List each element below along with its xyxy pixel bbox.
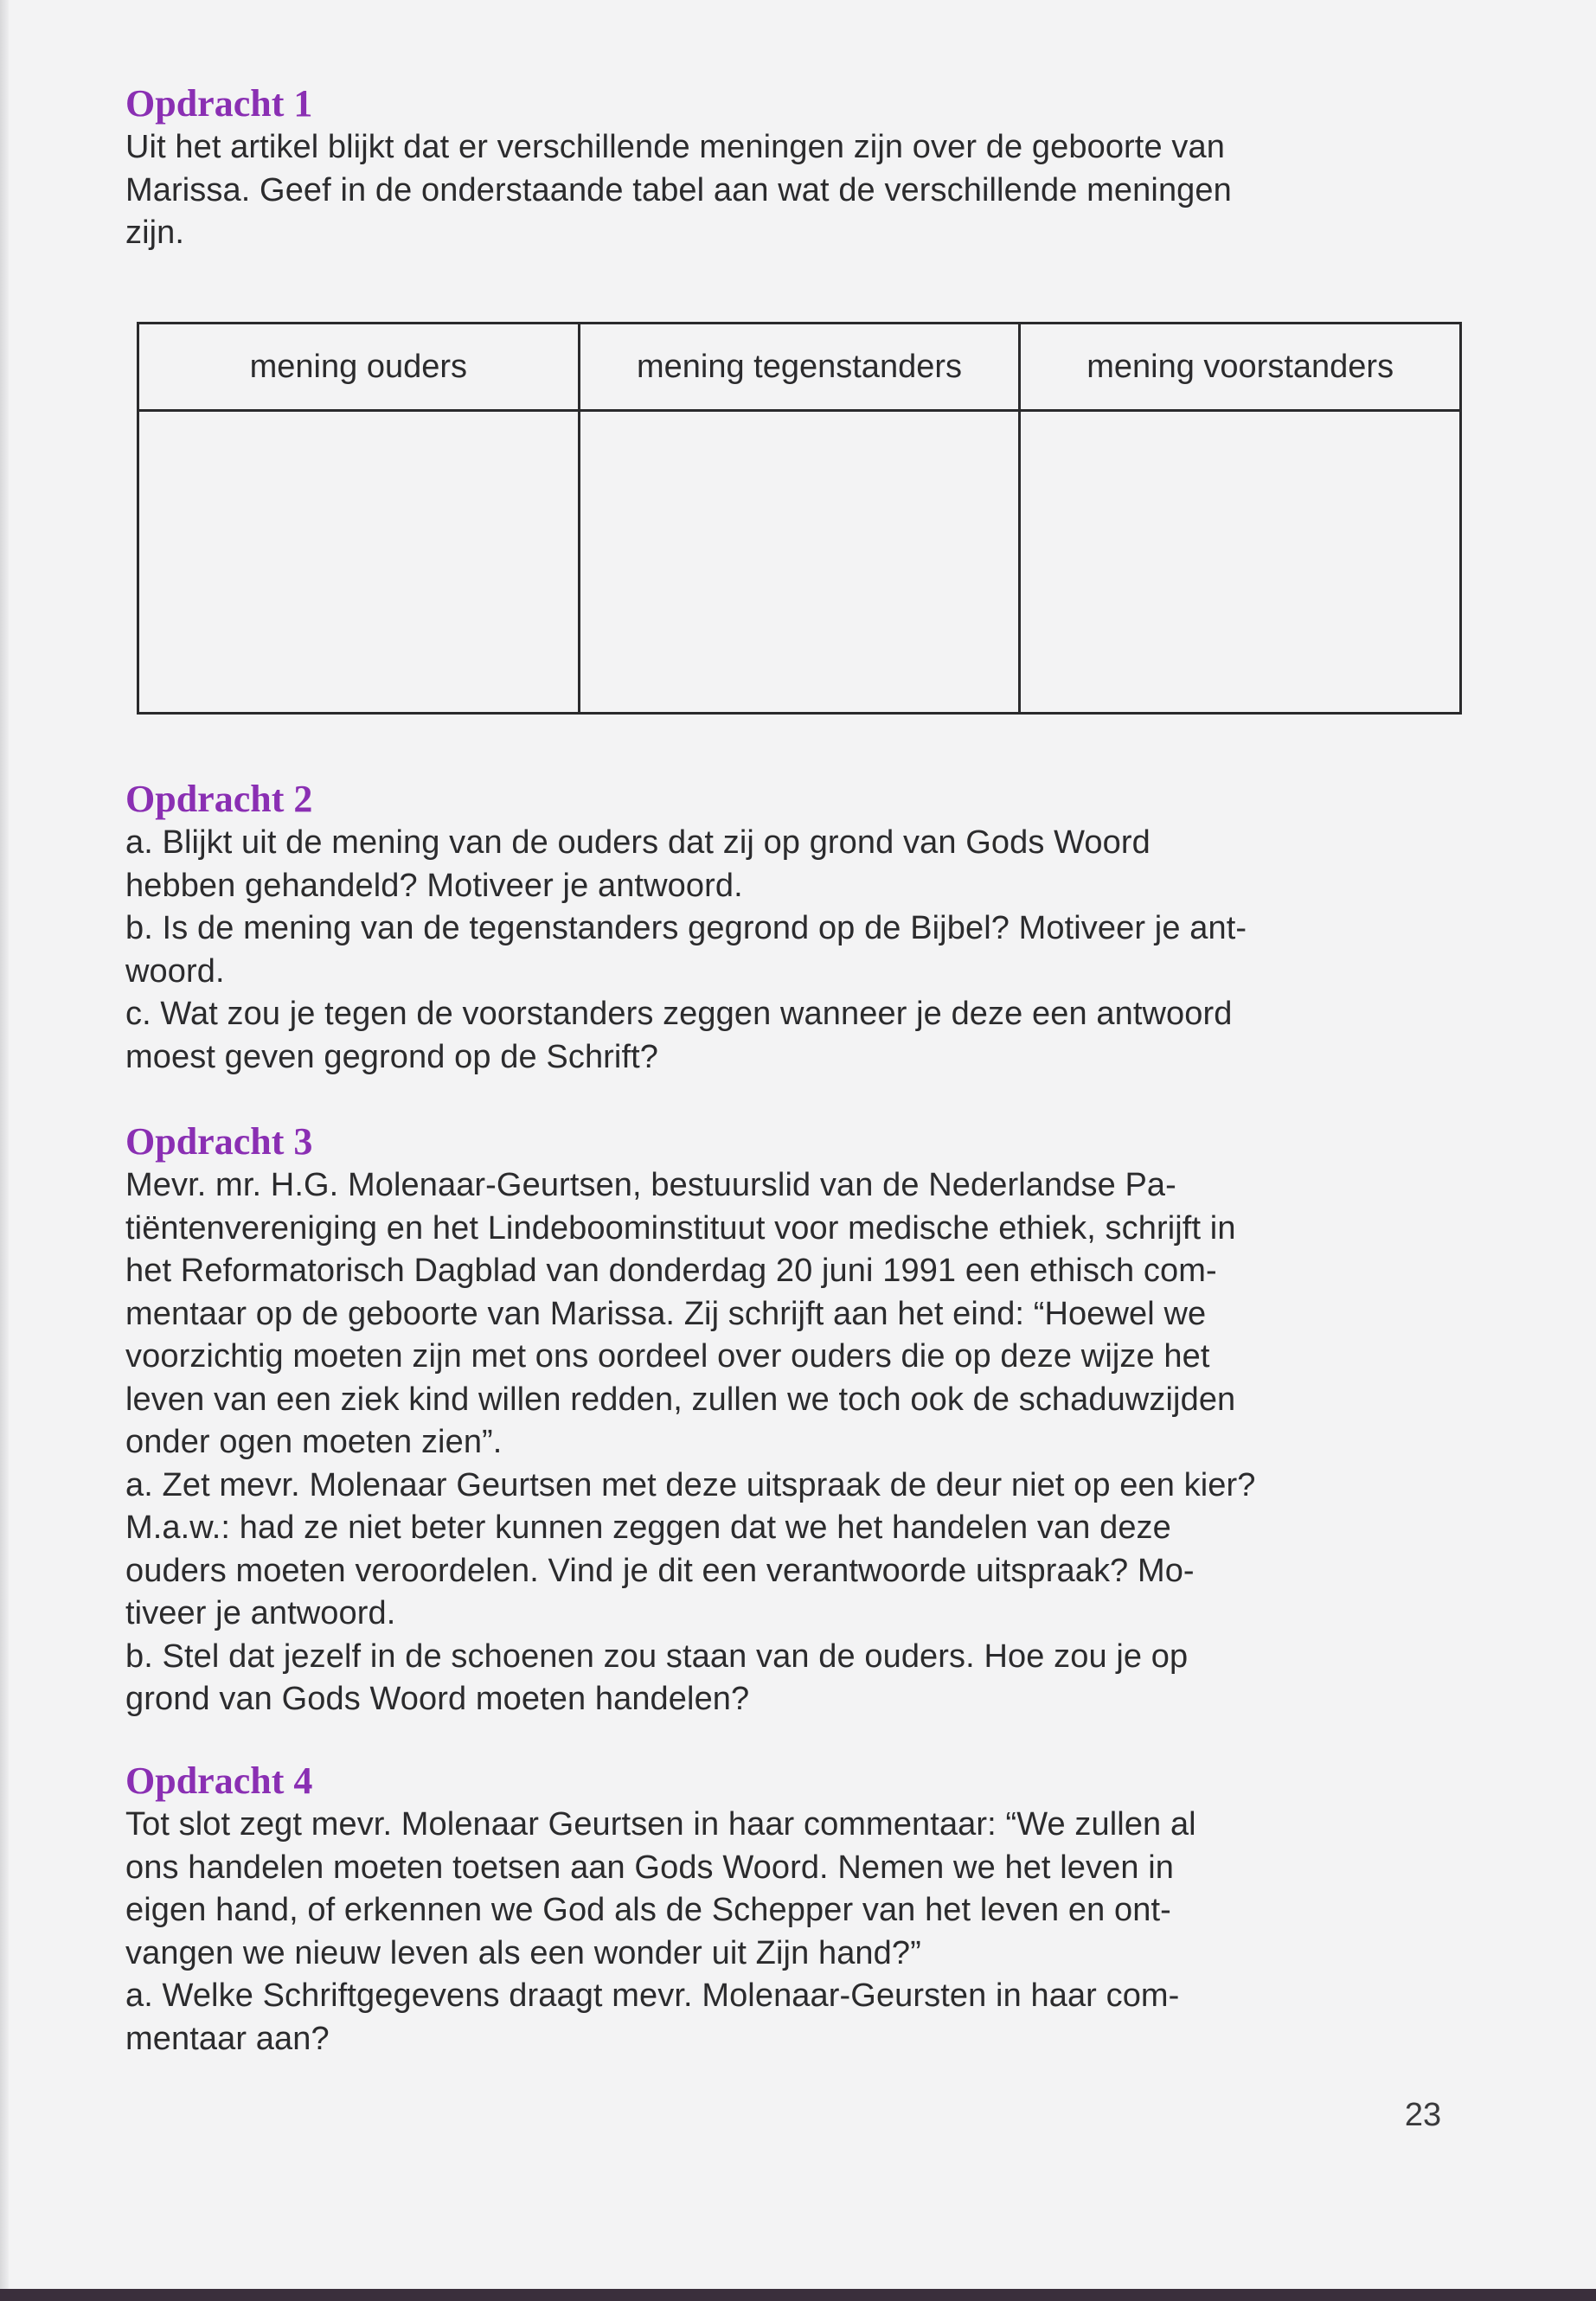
opdracht-1-section [125,81,1475,255]
opdracht-4-line: a. Welke Schriftgegevens draagt mevr. Molenaar-Geursten in haar com- [125,1977,1180,2014]
answer-cell-tegenstanders[interactable] [579,411,1020,714]
answer-cell-voorstanders[interactable] [1020,411,1461,714]
opdracht-2-line: moest geven gegrond op de Schrift? [125,1038,659,1075]
opdracht-2-line: hebben gehandeld? Motiveer je antwoord. [125,867,743,904]
opdracht-3-line: a. Zet mevr. Molenaar Geurtsen met deze uitspraak de deur niet op een kier? [125,1466,1256,1503]
opdracht-4-line: ons handelen moeten toetsen aan Gods Woord. Nemen we het leven in [125,1849,1175,1886]
opdracht-4-heading: Opdracht 4 [125,1759,313,1802]
opdracht-4-line: mentaar aan? [125,2020,330,2057]
table-header-row [138,324,1461,411]
opdracht-3-line: Mevr. mr. H.G. Molenaar-Geurtsen, bestuurslid van de Nederlandse Pa- [125,1167,1176,1203]
opdracht-3-section [125,1119,1475,1721]
table-answer-row [138,411,1461,714]
opdracht-3-line: leven van een ziek kind willen redden, zullen we toch ook de schaduwzijden [125,1381,1236,1418]
opdracht-2-line: b. Is de mening van de tegenstanders gegrond op de Bijbel? Motiveer je ant- [125,910,1247,946]
opdracht-3-line: onder ogen moeten zien”. [125,1424,503,1460]
opdracht-2-line: woord. [125,952,225,990]
opinions-table [137,322,1462,715]
header-mening-voorstanders: mening voorstanders [1020,324,1461,411]
opdracht-3-line: grond van Gods Woord moeten handelen? [125,1681,750,1717]
opdracht-1-line: Uit het artikel blijkt dat er verschillende meningen zijn over de geboorte van [125,129,1225,165]
opdracht-1-heading: Opdracht 1 [125,82,313,125]
opdracht-2-line: c. Wat zou je tegen de voorstanders zeggen wanneer je deze een antwoord [125,996,1233,1032]
opdracht-3-line: het Reformatorisch Dagblad van donderdag 20 juni 1991 een ethisch com- [125,1253,1217,1289]
opdracht-3-line: b. Stel dat jezelf in de schoenen zou staan van de ouders. Hoe zou je op [125,1638,1189,1675]
page-number: 23 [1404,2097,1442,2133]
opdracht-3-heading: Opdracht 3 [125,1120,313,1163]
opdracht-1-line: zijn. [125,215,185,251]
opdracht-3-line: tiëntenvereniging en het Lindeboominstituut voor medische ethiek, schrijft in [125,1209,1236,1247]
answer-cell-ouders[interactable] [138,411,580,714]
header-mening-tegenstanders: mening tegenstanders [579,324,1020,411]
opdracht-4-line: eigen hand, of erkennen we God als de Schepper van het leven en ont- [125,1892,1171,1928]
opdracht-4-line: vangen we nieuw leven als een wonder uit Zijn hand?” [125,1934,921,1971]
opdracht-4-line: Tot slot zegt mevr. Molenaar Geurtsen in haar commentaar: “We zullen al [125,1806,1196,1843]
opdracht-3-line: tiveer je antwoord. [125,1595,396,1631]
header-mening-ouders: mening ouders [138,324,580,411]
opdracht-3-line: voorzichtig moeten zijn met ons oordeel over ouders die op deze wijze het [125,1338,1210,1375]
page-binding-edge [0,0,9,2301]
opdracht-2-line: a. Blijkt uit de mening van de ouders dat zij op grond van Gods Woord [125,824,1151,861]
opdracht-2-section [125,777,1475,1079]
opdracht-3-line: ouders moeten veroordelen. Vind je dit een verantwoorde uitspraak? Mo- [125,1552,1195,1589]
opdracht-4-section [125,1759,1475,2061]
opdracht-3-line: M.a.w.: had ze niet beter kunnen zeggen dat we het handelen van deze [125,1509,1171,1546]
opdracht-1-line: Marissa. Geef in de onderstaande tabel aan wat de verschillende meningen [125,171,1232,208]
bottom-edge-strip [0,2289,1596,2301]
opdracht-2-heading: Opdracht 2 [125,778,313,820]
opdracht-3-line: mentaar op de geboorte van Marissa. Zij schrijft aan het eind: “Hoewel we [125,1295,1207,1332]
